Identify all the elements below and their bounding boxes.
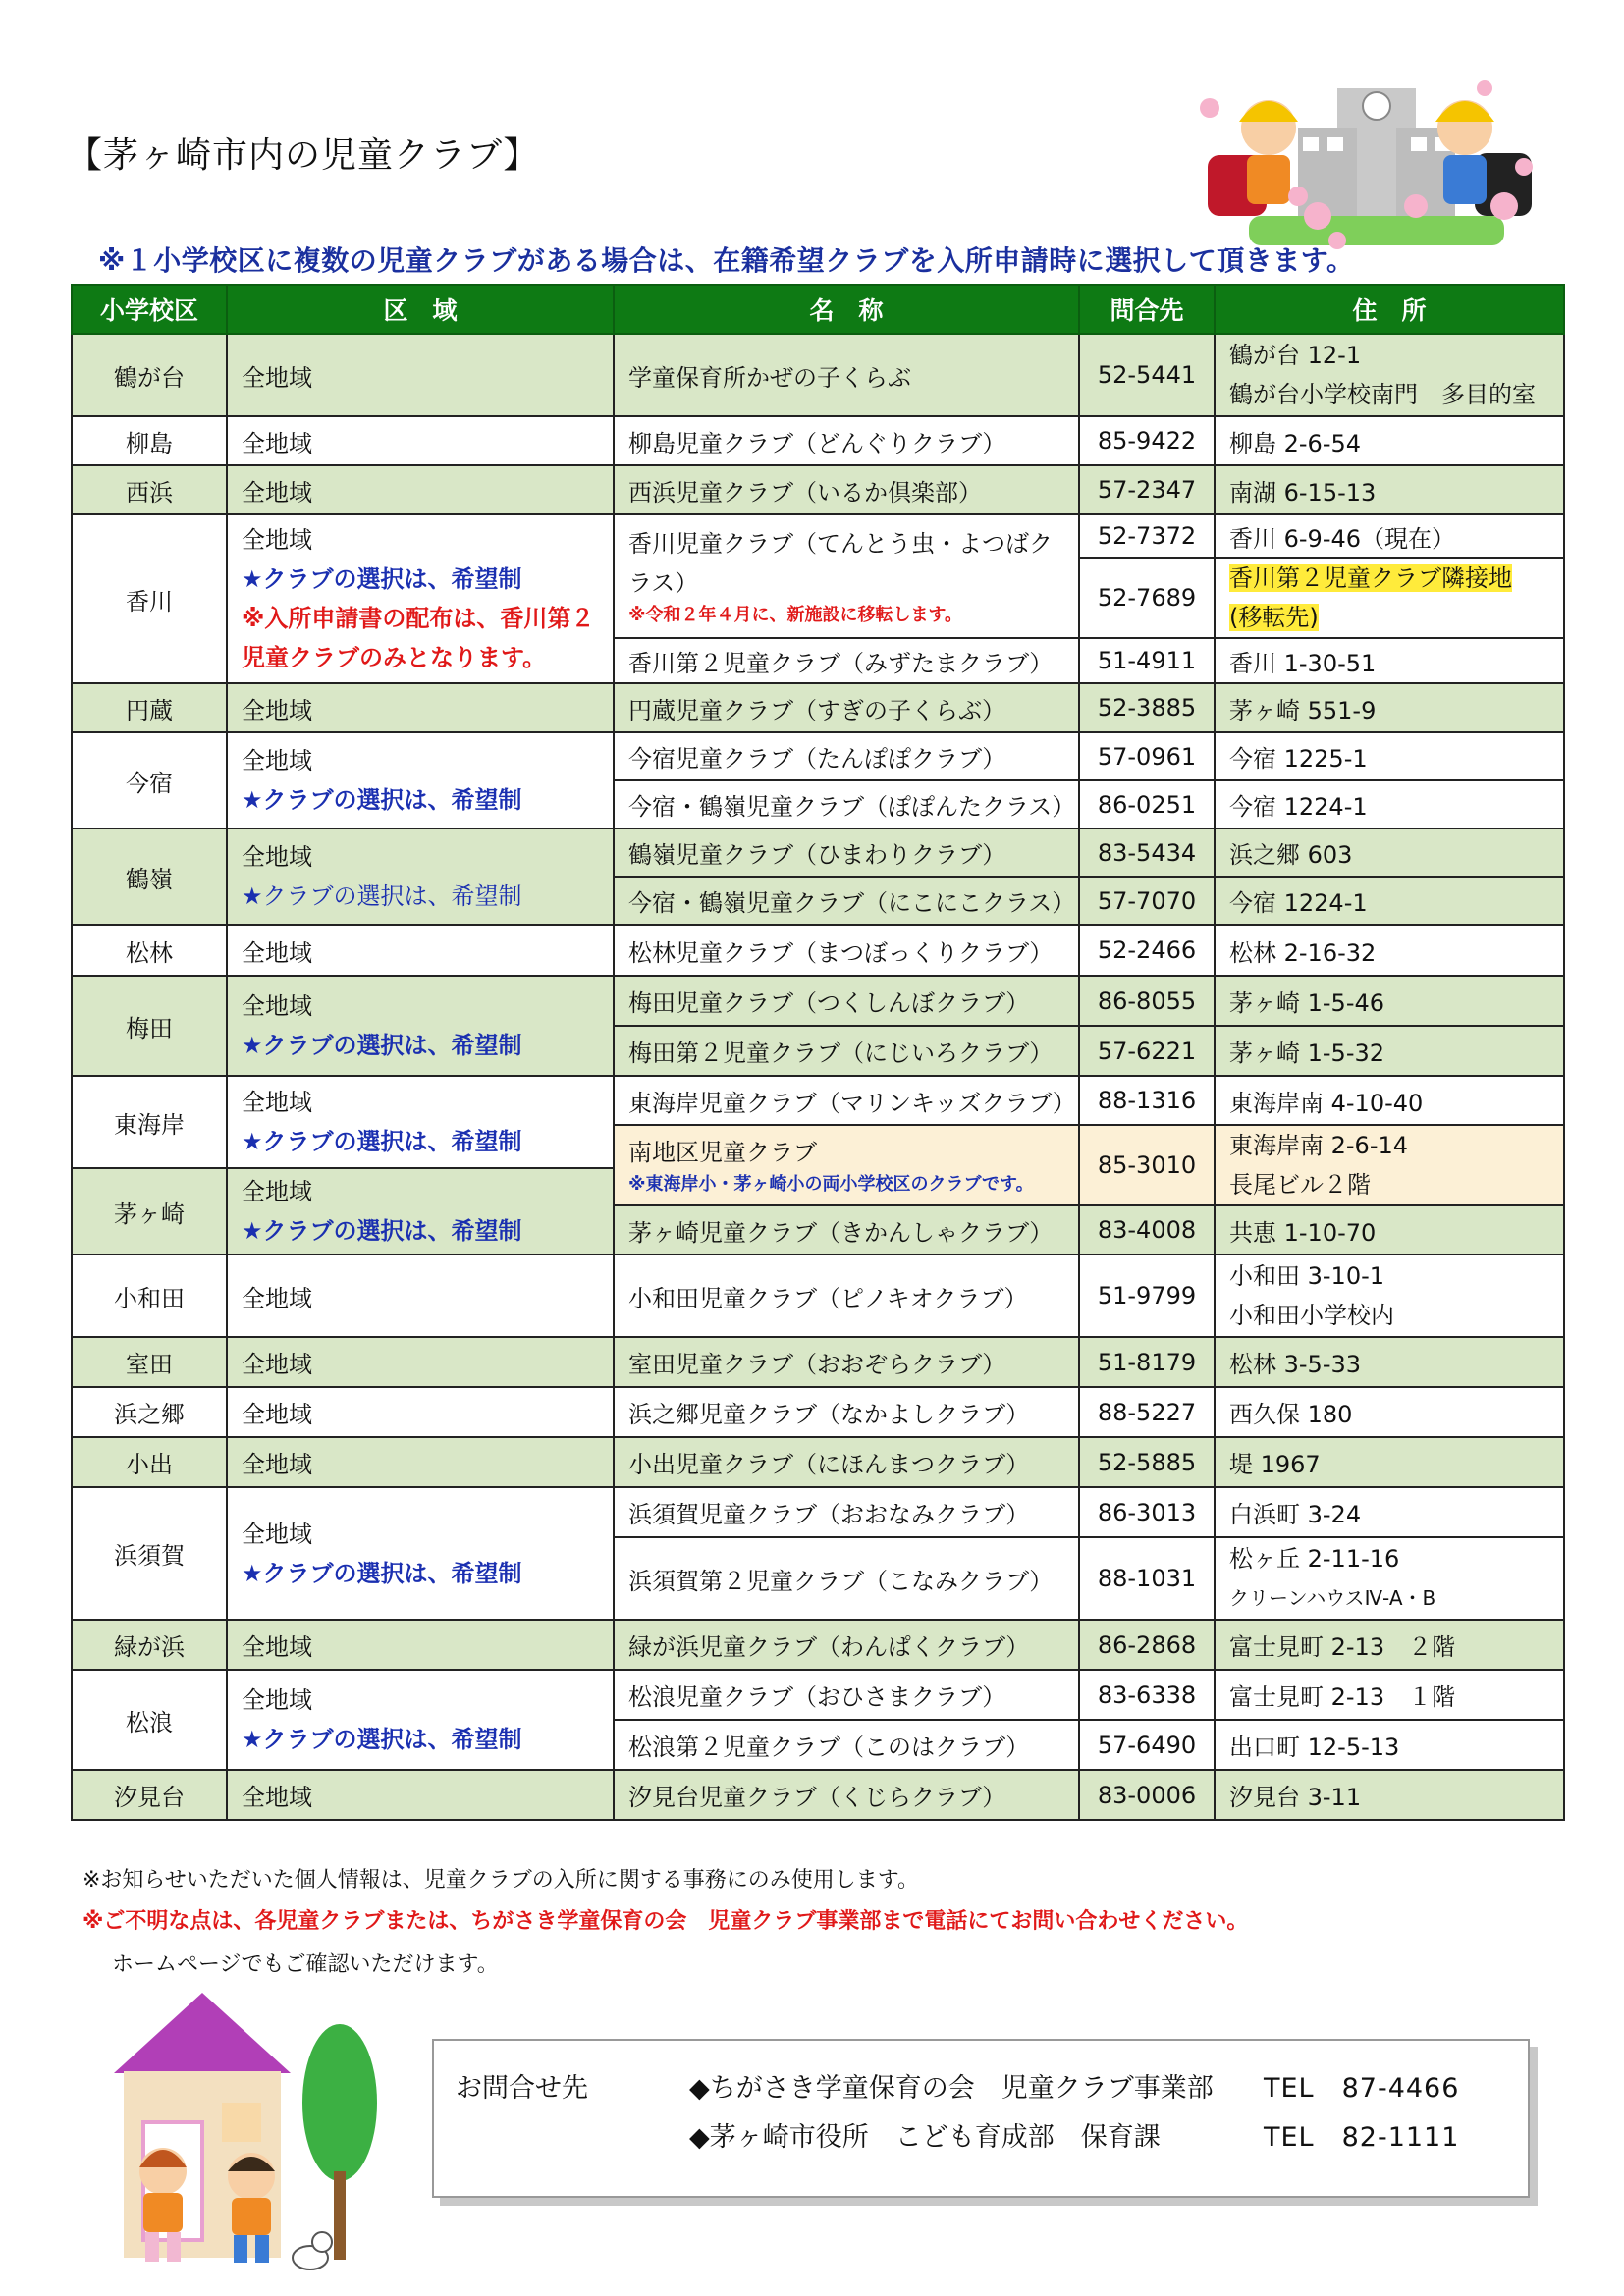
address-cell: 出口町 12-5-13 <box>1215 1720 1564 1770</box>
header-district: 小学校区 <box>72 285 227 334</box>
club-name: 香川児童クラブ（てんとう虫・よつばクラス） <box>628 530 1053 597</box>
tel-cell: 57-6490 <box>1079 1720 1215 1770</box>
address-cell: 茅ヶ崎 551-9 <box>1215 683 1564 732</box>
tel-cell: 51-9799 <box>1079 1255 1215 1337</box>
district-cell: 小出 <box>72 1437 227 1487</box>
district-cell: 鶴が台 <box>72 334 227 416</box>
area-cell <box>227 1487 614 1620</box>
area-label: 全地域 <box>242 1686 312 1714</box>
area-cell <box>227 1670 614 1770</box>
district-cell: 西浜 <box>72 465 227 514</box>
area-cell: 全地域 <box>227 334 614 416</box>
table-row <box>72 514 1564 558</box>
page-title: 【茅ヶ崎市内の児童クラブ】 <box>67 135 540 176</box>
district-cell: 東海岸 <box>72 1076 227 1168</box>
club-name-cell: 小出児童クラブ（にほんまつクラブ） <box>614 1437 1079 1487</box>
district-cell: 円蔵 <box>72 683 227 732</box>
club-name-cell: 松浪第２児童クラブ（このはクラブ） <box>614 1720 1079 1770</box>
address-cell: 松林 3-5-33 <box>1215 1337 1564 1387</box>
address-cell: 柳島 2-6-54 <box>1215 416 1564 465</box>
area-label: 全地域 <box>242 843 312 871</box>
club-name-cell: 柳島児童クラブ（どんぐりクラブ） <box>614 416 1079 465</box>
club-table <box>71 284 1565 1821</box>
table-row <box>72 1255 1564 1337</box>
address-line: 小和田小学校内 <box>1229 1302 1394 1329</box>
district-cell: 梅田 <box>72 976 227 1076</box>
address-cell: 松林 2-16-32 <box>1215 925 1564 976</box>
area-cell <box>227 828 614 925</box>
tel-cell: 52-7372 <box>1079 514 1215 558</box>
header-area: 区 域 <box>227 285 614 334</box>
address-cell: 今宿 1224-1 <box>1215 780 1564 828</box>
tel-cell: 52-5441 <box>1079 334 1215 416</box>
area-cell: 全地域 <box>227 1437 614 1487</box>
table-row <box>72 683 1564 732</box>
address-line: 小和田 3-10-1 <box>1229 1262 1385 1290</box>
table-row <box>72 976 1564 1026</box>
school-children-illustration <box>1190 59 1543 255</box>
relocation-note: ※令和２年４月に、新施設に移転します。 <box>628 605 963 625</box>
address-cell: 今宿 1224-1 <box>1215 877 1564 925</box>
tel-cell: 52-5885 <box>1079 1437 1215 1487</box>
tel-cell: 83-5434 <box>1079 828 1215 877</box>
club-name-cell: 今宿児童クラブ（たんぽぽクラブ） <box>614 732 1079 780</box>
club-name-cell: 円蔵児童クラブ（すぎの子くらぶ） <box>614 683 1079 732</box>
inquiry-note: ※ご不明な点は、各児童クラブまたは、ちがさき学童保育の会 児童クラブ事業部まで電話にてお問い合わせください。 <box>82 1909 1249 1934</box>
area-label: 全地域 <box>242 747 312 774</box>
area-label: 全地域 <box>242 1089 312 1116</box>
homepage-note: ホームページでもご確認いただけます。 <box>112 1952 499 1977</box>
address-cell <box>1215 334 1564 416</box>
area-cell: 全地域 <box>227 683 614 732</box>
club-name-cell: 梅田児童クラブ（つくしんぼクラブ） <box>614 976 1079 1026</box>
district-cell: 室田 <box>72 1337 227 1387</box>
address-line: 鶴が台 12-1 <box>1229 342 1362 369</box>
area-label: 全地域 <box>242 1178 312 1205</box>
club-name-cell: 今宿・鶴嶺児童クラブ（ぽぽんたクラス） <box>614 780 1079 828</box>
tel-cell: 52-7689 <box>1079 558 1215 638</box>
table-row <box>72 925 1564 976</box>
contact-label: お問合せ先 <box>456 2073 588 2104</box>
distribution-note: ※入所申請書の配布は、香川第２ <box>242 605 595 632</box>
table-row <box>72 465 1564 514</box>
area-cell: 全地域 <box>227 925 614 976</box>
district-cell: 緑が浜 <box>72 1620 227 1670</box>
address-cell: 茅ヶ崎 1-5-32 <box>1215 1026 1564 1076</box>
tel-cell: 85-9422 <box>1079 416 1215 465</box>
table-header-row <box>72 285 1564 334</box>
address-cell: 富士見町 2-13 １階 <box>1215 1670 1564 1720</box>
club-name-cell: 東海岸児童クラブ（マリンキッズクラブ） <box>614 1076 1079 1125</box>
address-cell: 富士見町 2-13 ２階 <box>1215 1620 1564 1670</box>
area-cell: 全地域 <box>227 416 614 465</box>
distribution-note: 児童クラブのみとなります。 <box>242 644 547 671</box>
selection-note: ★クラブの選択は、希望制 <box>242 1128 522 1155</box>
address-cell: 東海岸南 4-10-40 <box>1215 1076 1564 1125</box>
tel-cell: 83-4008 <box>1079 1205 1215 1255</box>
tel-cell: 86-8055 <box>1079 976 1215 1026</box>
district-cell: 香川 <box>72 514 227 683</box>
address-line: 長尾ビル２階 <box>1229 1171 1371 1199</box>
header-name: 名 称 <box>614 285 1079 334</box>
area-cell: 全地域 <box>227 1620 614 1670</box>
tel-cell: 85-3010 <box>1079 1125 1215 1205</box>
table-row <box>72 732 1564 780</box>
address-cell <box>1215 1125 1564 1205</box>
table-row <box>72 1770 1564 1820</box>
club-name-cell: 西浜児童クラブ（いるか倶楽部） <box>614 465 1079 514</box>
area-cell <box>227 514 614 683</box>
tel-cell: 57-7070 <box>1079 877 1215 925</box>
tel-cell: 57-6221 <box>1079 1026 1215 1076</box>
club-name-cell: 松浪児童クラブ（おひさまクラブ） <box>614 1670 1079 1720</box>
club-name-cell: 浜須賀第２児童クラブ（こなみクラブ） <box>614 1537 1079 1620</box>
address-cell: 香川 1-30-51 <box>1215 638 1564 683</box>
tel-cell: 57-0961 <box>1079 732 1215 780</box>
tel-cell: 83-6338 <box>1079 1670 1215 1720</box>
area-cell: 全地域 <box>227 1255 614 1337</box>
contact-org-1: ◆ちがさき学童保育の会 児童クラブ事業部 <box>689 2073 1214 2104</box>
house-children-illustration <box>94 1985 389 2279</box>
club-name: 南地区児童クラブ <box>628 1139 817 1166</box>
selection-note: ★クラブの選択は、希望制 <box>242 1032 522 1059</box>
address-cell: 南湖 6-15-13 <box>1215 465 1564 514</box>
address-cell: 茅ヶ崎 1-5-46 <box>1215 976 1564 1026</box>
selection-note: ★クラブの選択は、希望制 <box>242 1217 522 1245</box>
district-cell: 柳島 <box>72 416 227 465</box>
club-name-cell <box>614 1125 1079 1205</box>
address-cell <box>1215 1255 1564 1337</box>
selection-note: ★クラブの選択は、希望制 <box>242 786 522 814</box>
district-cell: 汐見台 <box>72 1770 227 1820</box>
district-cell: 小和田 <box>72 1255 227 1337</box>
address-cell: 今宿 1225-1 <box>1215 732 1564 780</box>
tel-cell: 52-2466 <box>1079 925 1215 976</box>
table-row <box>72 1076 1564 1125</box>
area-label: 全地域 <box>242 526 312 554</box>
tel-cell: 57-2347 <box>1079 465 1215 514</box>
club-name-cell: 鶴嶺児童クラブ（ひまわりクラブ） <box>614 828 1079 877</box>
selection-note: ★クラブの選択は、希望制 <box>242 1726 522 1753</box>
address-cell: 汐見台 3-11 <box>1215 1770 1564 1820</box>
tel-cell: 52-3885 <box>1079 683 1215 732</box>
area-cell <box>227 976 614 1076</box>
tel-cell: 86-2868 <box>1079 1620 1215 1670</box>
contact-org-2: ◆茅ヶ崎市役所 こども育成部 保育課 <box>689 2122 1161 2153</box>
area-label: 全地域 <box>242 992 312 1020</box>
club-name-cell: 茅ヶ崎児童クラブ（きかんしゃクラブ） <box>614 1205 1079 1255</box>
tel-cell: 83-0006 <box>1079 1770 1215 1820</box>
address-line: 松ヶ丘 2-11-16 <box>1229 1545 1400 1573</box>
address-cell: 浜之郷 603 <box>1215 828 1564 877</box>
area-cell: 全地域 <box>227 465 614 514</box>
district-cell: 松林 <box>72 925 227 976</box>
tel-cell: 88-1031 <box>1079 1537 1215 1620</box>
header-address: 住 所 <box>1215 285 1564 334</box>
selection-notice: ※１小学校区に複数の児童クラブがある場合は、在籍希望クラブを入所申請時に選択して頂きます。 <box>98 244 1355 277</box>
tel-cell: 88-1316 <box>1079 1076 1215 1125</box>
club-name-cell <box>614 514 1079 638</box>
table-row <box>72 416 1564 465</box>
area-label: 全地域 <box>242 1520 312 1548</box>
address-line: 東海岸南 2-6-14 <box>1229 1132 1409 1159</box>
district-cell: 鶴嶺 <box>72 828 227 925</box>
address-cell: 白浜町 3-24 <box>1215 1487 1564 1537</box>
shared-club-note: ※東海岸小・茅ヶ崎小の両小学校区のクラブです。 <box>628 1174 1034 1195</box>
area-cell: 全地域 <box>227 1770 614 1820</box>
district-cell: 浜須賀 <box>72 1487 227 1620</box>
table-row <box>72 828 1564 877</box>
area-cell: 全地域 <box>227 1337 614 1387</box>
address-cell: 共恵 1-10-70 <box>1215 1205 1564 1255</box>
new-address-highlight: (移転先) <box>1229 604 1319 631</box>
tel-cell: 51-8179 <box>1079 1337 1215 1387</box>
address-cell <box>1215 1537 1564 1620</box>
tel-cell: 86-0251 <box>1079 780 1215 828</box>
contact-tel-2: TEL 82-1111 <box>1264 2122 1460 2153</box>
address-line: 鶴が台小学校南門 多目的室 <box>1229 381 1536 408</box>
club-name-cell: 浜之郷児童クラブ（なかよしクラブ） <box>614 1387 1079 1437</box>
privacy-note: ※お知らせいただいた個人情報は、児童クラブの入所に関する事務にのみ使用します。 <box>82 1868 920 1893</box>
district-cell: 茅ヶ崎 <box>72 1168 227 1255</box>
table-row <box>72 1670 1564 1720</box>
area-cell <box>227 1076 614 1168</box>
district-cell: 浜之郷 <box>72 1387 227 1437</box>
table-row <box>72 1620 1564 1670</box>
table-row <box>72 1337 1564 1387</box>
tel-cell: 86-3013 <box>1079 1487 1215 1537</box>
area-cell: 全地域 <box>227 1387 614 1437</box>
area-cell <box>227 732 614 828</box>
district-cell: 今宿 <box>72 732 227 828</box>
club-name-cell: 浜須賀児童クラブ（おおなみクラブ） <box>614 1487 1079 1537</box>
club-name-cell: 学童保育所かぜの子くらぶ <box>614 334 1079 416</box>
club-name-cell: 緑が浜児童クラブ（わんぱくクラブ） <box>614 1620 1079 1670</box>
club-name-cell: 松林児童クラブ（まつぼっくりクラブ） <box>614 925 1079 976</box>
tel-cell: 88-5227 <box>1079 1387 1215 1437</box>
header-tel: 問合先 <box>1079 285 1215 334</box>
club-name-cell: 汐見台児童クラブ（くじらクラブ） <box>614 1770 1079 1820</box>
district-cell: 松浪 <box>72 1670 227 1770</box>
address-cell: 西久保 180 <box>1215 1387 1564 1437</box>
address-cell <box>1215 558 1564 638</box>
tel-cell: 51-4911 <box>1079 638 1215 683</box>
address-cell: 香川 6-9-46（現在） <box>1215 514 1564 558</box>
table-row <box>72 1487 1564 1537</box>
table-row <box>72 334 1564 416</box>
contact-box <box>432 2039 1530 2198</box>
club-name-cell: 室田児童クラブ（おおぞらクラブ） <box>614 1337 1079 1387</box>
address-line: クリーンハウスⅣ-A・B <box>1229 1586 1436 1610</box>
club-name-cell: 香川第２児童クラブ（みずたまクラブ） <box>614 638 1079 683</box>
selection-note: ★クラブの選択は、希望制 <box>242 1559 522 1587</box>
new-address-highlight: 香川第２児童クラブ隣接地 <box>1229 564 1512 592</box>
club-name-cell: 梅田第２児童クラブ（にじいろクラブ） <box>614 1026 1079 1076</box>
club-name-cell: 今宿・鶴嶺児童クラブ（にこにこクラス） <box>614 877 1079 925</box>
address-cell: 堤 1967 <box>1215 1437 1564 1487</box>
area-cell <box>227 1168 614 1255</box>
table-row <box>72 1437 1564 1487</box>
club-name-cell: 小和田児童クラブ（ピノキオクラブ） <box>614 1255 1079 1337</box>
selection-note: ★クラブの選択は、希望制 <box>242 882 522 910</box>
contact-tel-1: TEL 87-4466 <box>1264 2073 1460 2104</box>
table-row <box>72 1387 1564 1437</box>
selection-note: ★クラブの選択は、希望制 <box>242 565 522 593</box>
